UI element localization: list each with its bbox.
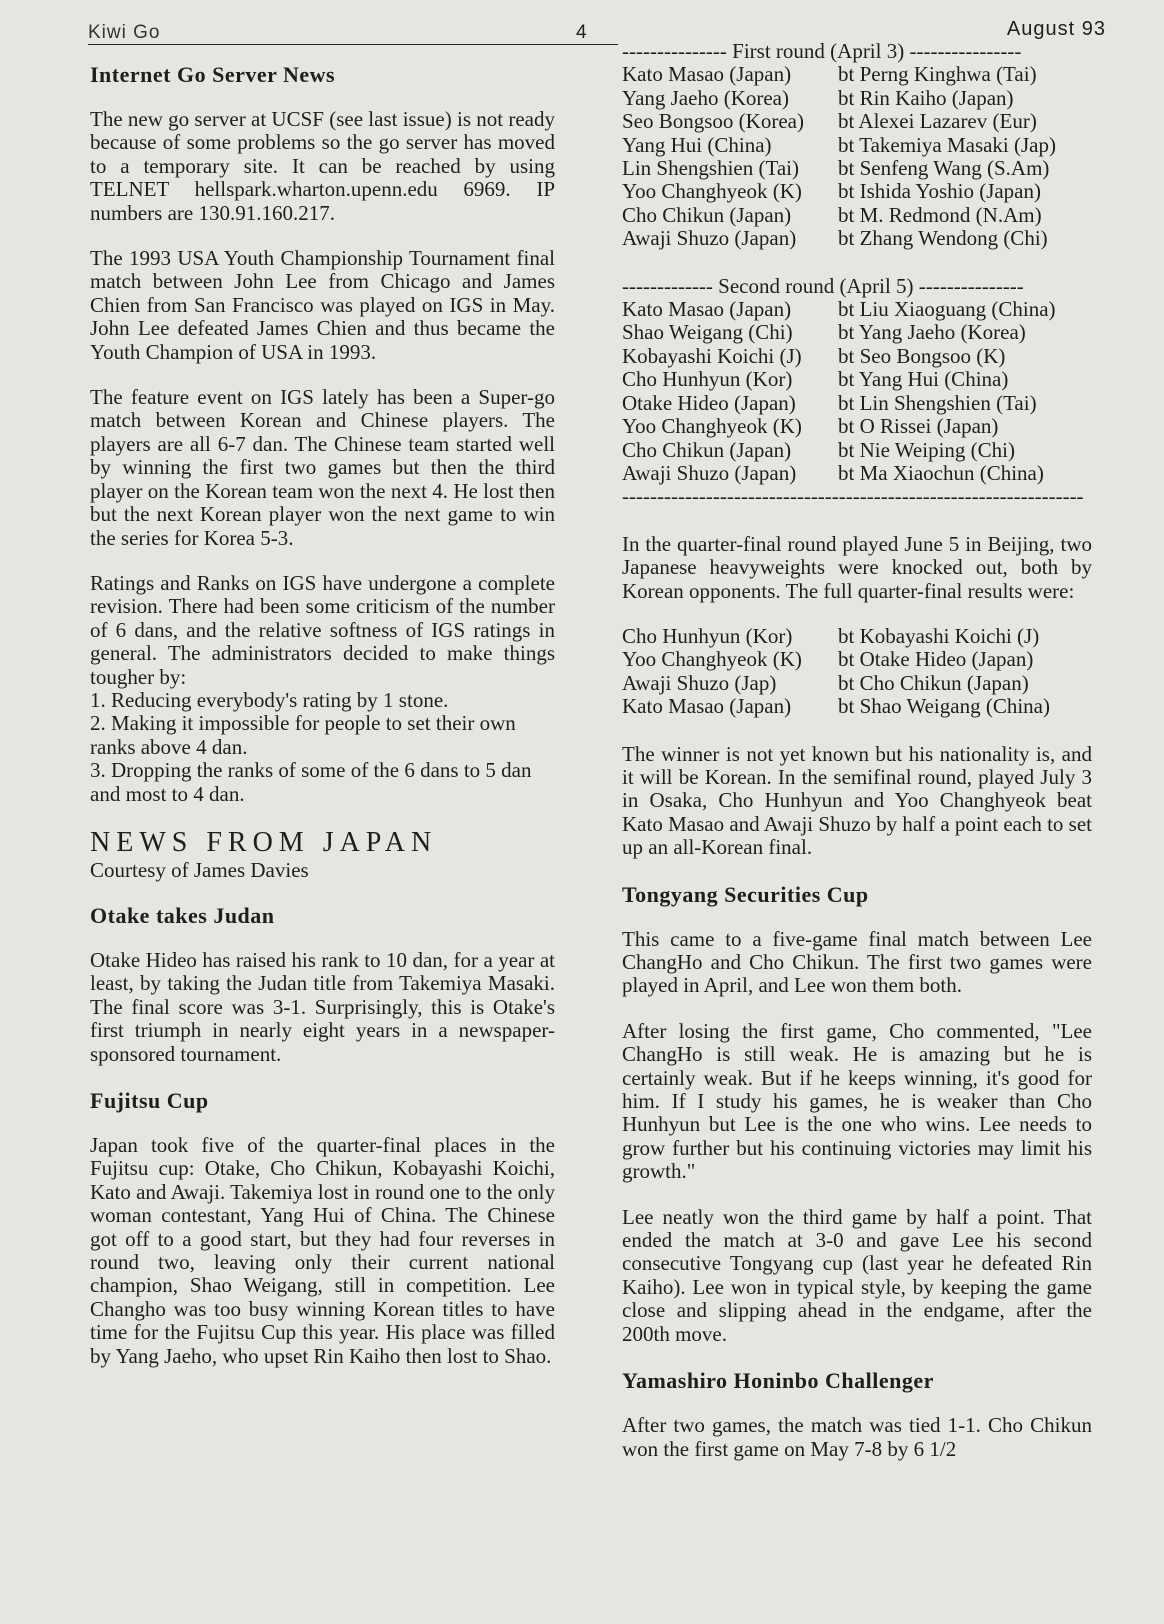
result: bt Takemiya Masaki (Jap) <box>838 132 1056 157</box>
result: bt Senfeng Wang (S.Am) <box>838 156 1050 181</box>
tongyang-heading: Tongyang Securities Cup <box>622 881 869 907</box>
tongyang-paragraph-1: This came to a five-game final match between Lee ChangHo and Cho Chikun. The first two games were played in April, and Lee won them both. <box>622 926 1092 998</box>
result: bt M. Redmond (N.Am) <box>838 202 1042 227</box>
fujitsu-heading: Fujitsu Cup <box>90 1088 209 1113</box>
winner: Awaji Shuzo (Japan) <box>622 460 797 485</box>
winner: Yang Jaeho (Korea) <box>622 85 789 110</box>
left-column <box>90 62 555 1390</box>
judan-heading: Otake takes Judan <box>90 902 275 928</box>
winner: Kato Masao (Japan) <box>622 62 792 87</box>
second-round-header: ------------- Second round (April 5) --------------- <box>622 274 1024 298</box>
winner: Lin Shengshien (Tai) <box>622 156 799 181</box>
result: bt Ishida Yoshio (Japan) <box>838 179 1041 204</box>
fujitsu-paragraph: Japan took five of the quarter-final places in the Fujitsu cup: Otake, Cho Chikun, Kobayashi Koichi, Kato and Awaji. Takemiya lost in round one to the only woman contestant, Yang Hui of China. The Chinese got off to a good start, but they had four reverses in round two, leaving only their current national champion, Shao Weigang, still in competition. Lee Changho was too busy winning Korean titles to have time for the Fujitsu Cup this year. His place was filled by Yang Jaeho, who upset Rin Kaiho then lost to Shao. <box>90 1133 555 1368</box>
result: bt Perng Kinghwa (Tai) <box>838 62 1037 87</box>
igs-news-heading: Internet Go Server News <box>90 62 336 87</box>
result: bt Zhang Wendong (Chi) <box>838 226 1048 251</box>
table-row <box>622 204 1092 227</box>
table-row <box>622 439 1092 462</box>
result: bt Alexei Lazarev (Eur) <box>838 109 1037 134</box>
quarter-final-results <box>622 625 1092 719</box>
news-from-japan-heading: NEWS FROM JAPAN <box>90 826 438 858</box>
result: bt Rin Kaiho (Japan) <box>838 85 1014 110</box>
winner: Kato Masao (Japan) <box>622 297 792 322</box>
igs-paragraph-4: Ratings and Ranks on IGS have undergone a complete revision. There had been some criticism of the number of 6 dans, and the relative softness of IGS ratings in general. The administrators decided to make things tougher by: <box>90 570 555 689</box>
right-column <box>622 40 1092 1483</box>
table-row <box>622 672 1092 695</box>
result: bt Nie Weiping (Chi) <box>838 437 1015 462</box>
winner: Cho Chikun (Japan) <box>622 437 792 462</box>
winner: Seo Bongsoo (Korea) <box>622 109 804 134</box>
result: bt O Rissei (Japan) <box>838 414 999 439</box>
table-row <box>622 345 1092 368</box>
yamashiro-paragraph: After two games, the match was tied 1-1. Cho Chikun won the first game on May 7-8 by 6 1/2 <box>622 1413 1092 1461</box>
igs-paragraph-1: The new go server at UCSF (see last issue) is not ready because of some problems so the go server has moved to a temporary site. It can be reached by using TELNET hellspark.wharton.upenn.edu 6969. IP numbers are 130.91.160.217. <box>90 107 555 225</box>
igs-paragraph-3: The feature event on IGS lately has been a Super-go match between Korean and Chinese players. The players are all 6-7 dan. The Chinese team started well by winning the first two games but then the third player on the Korean team won the next 4. He lost then but the next Korean player won the next game to win the series for Korea 5-3. <box>90 385 555 550</box>
winner: Yoo Changhyeok (K) <box>622 414 802 439</box>
table-row <box>622 415 1092 438</box>
igs-paragraph-2: The 1993 USA Youth Championship Tournament final match between John Lee from Chicago and James Chien from San Francisco was played on IGS in May. John Lee defeated James Chien and thus became the Youth Champion of USA in 1993. <box>90 246 555 364</box>
table-row <box>622 157 1092 180</box>
first-round-results <box>622 40 1092 251</box>
table-row <box>622 392 1092 415</box>
result: bt Ma Xiaochun (China) <box>838 460 1044 485</box>
result: bt Otake Hideo (Japan) <box>838 647 1034 672</box>
winner: Cho Chikun (Japan) <box>622 202 792 227</box>
result: bt Kobayashi Koichi (J) <box>838 623 1040 648</box>
winner: Yoo Changhyeok (K) <box>622 647 802 672</box>
table-row <box>622 298 1092 321</box>
table-row <box>622 462 1092 485</box>
table-row <box>622 695 1092 718</box>
tongyang-paragraph-2: After losing the first game, Cho commented, "Lee ChangHo is still weak. He is amazing but he is certainly weak. But if he keeps winning, it's good for him. If I study his games, he is weaker than Cho Hunhyun but Lee is the one who wins. Lee needs to grow further but his continuing victories may limit his growth." <box>622 1018 1092 1184</box>
winner: Awaji Shuzo (Japan) <box>622 226 797 251</box>
page-number: 4 <box>576 22 587 43</box>
winner: Kato Masao (Japan) <box>622 694 792 719</box>
second-round-results <box>622 275 1092 509</box>
tongyang-paragraph-3: Lee neatly won the third game by half a point. That ended the match at 3-0 and gave Lee his second consecutive Tongyang cup (last year he defeated Rin Kaiho). Lee won in typical style, by keeping the game close and slipping ahead in the endgame, after the 200th move. <box>622 1204 1092 1346</box>
table-row <box>622 625 1092 648</box>
issue-date: August 93 <box>1006 18 1106 40</box>
result: bt Cho Chikun (Japan) <box>838 670 1029 695</box>
list-item: 1. Reducing everybody's rating by 1 stone. <box>90 687 449 712</box>
newsletter-name: Kiwi Go <box>88 22 161 43</box>
judan-paragraph: Otake Hideo has raised his rank to 10 dan, for a year at least, by taking the Judan title from Takemiya Masaki. The final score was 3-1. Surprisingly, this is Otake's first triumph in nearly eight years in a newspaper-sponsored tournament. <box>90 947 555 1066</box>
winner: Yang Hui (China) <box>622 132 772 157</box>
result: bt Shao Weigang (China) <box>838 694 1050 719</box>
result: bt Lin Shengshien (Tai) <box>838 390 1037 415</box>
quarter-final-paragraph: In the quarter-final round played June 5 in Beijing, two Japanese heavyweights were knocked out, both by Korean opponents. The full quarter-final results were: <box>622 531 1092 603</box>
winner: Cho Hunhyun (Kor) <box>622 367 793 392</box>
table-row <box>622 180 1092 203</box>
winner: Awaji Shuzo (Jap) <box>622 670 777 695</box>
winner: Yoo Changhyeok (K) <box>622 179 802 204</box>
table-row <box>622 648 1092 671</box>
list-item: 2. Making it impossible for people to set their own ranks above 4 dan. <box>90 711 516 759</box>
courtesy-line: Courtesy of James Davies <box>90 857 309 882</box>
list-item: 3. Dropping the ranks of some of the 6 dans to 5 dan and most to 4 dan. <box>90 758 532 806</box>
header-rule <box>88 44 618 45</box>
result: bt Yang Hui (China) <box>838 367 1009 392</box>
semifinal-paragraph: The winner is not yet known but his nationality is, and it will be Korean. In the semifinal round, played July 3 in Osaka, Cho Hunhyun and Yoo Changhyeok beat Kato Masao and Awaji Shuzo by half a point each to set up an all-Korean final. <box>622 741 1092 860</box>
winner: Otake Hideo (Japan) <box>622 390 796 415</box>
result: bt Yang Jaeho (Korea) <box>838 320 1026 345</box>
table-row <box>622 321 1092 344</box>
igs-rating-changes-list <box>90 689 555 806</box>
second-round-footer: ------------------------------------------------------------------ <box>622 485 1084 509</box>
table-row <box>622 134 1092 157</box>
winner: Shao Weigang (Chi) <box>622 320 793 345</box>
result: bt Liu Xiaoguang (China) <box>838 297 1056 322</box>
table-row <box>622 63 1092 86</box>
table-row <box>622 368 1092 391</box>
table-row <box>622 87 1092 110</box>
winner: Cho Hunhyun (Kor) <box>622 623 793 648</box>
table-row <box>622 110 1092 133</box>
table-row <box>622 227 1092 250</box>
first-round-header: --------------- First round (April 3) ---------------- <box>622 40 1022 63</box>
result: bt Seo Bongsoo (K) <box>838 343 1006 368</box>
yamashiro-heading: Yamashiro Honinbo Challenger <box>622 1368 934 1394</box>
winner: Kobayashi Koichi (J) <box>622 343 802 368</box>
